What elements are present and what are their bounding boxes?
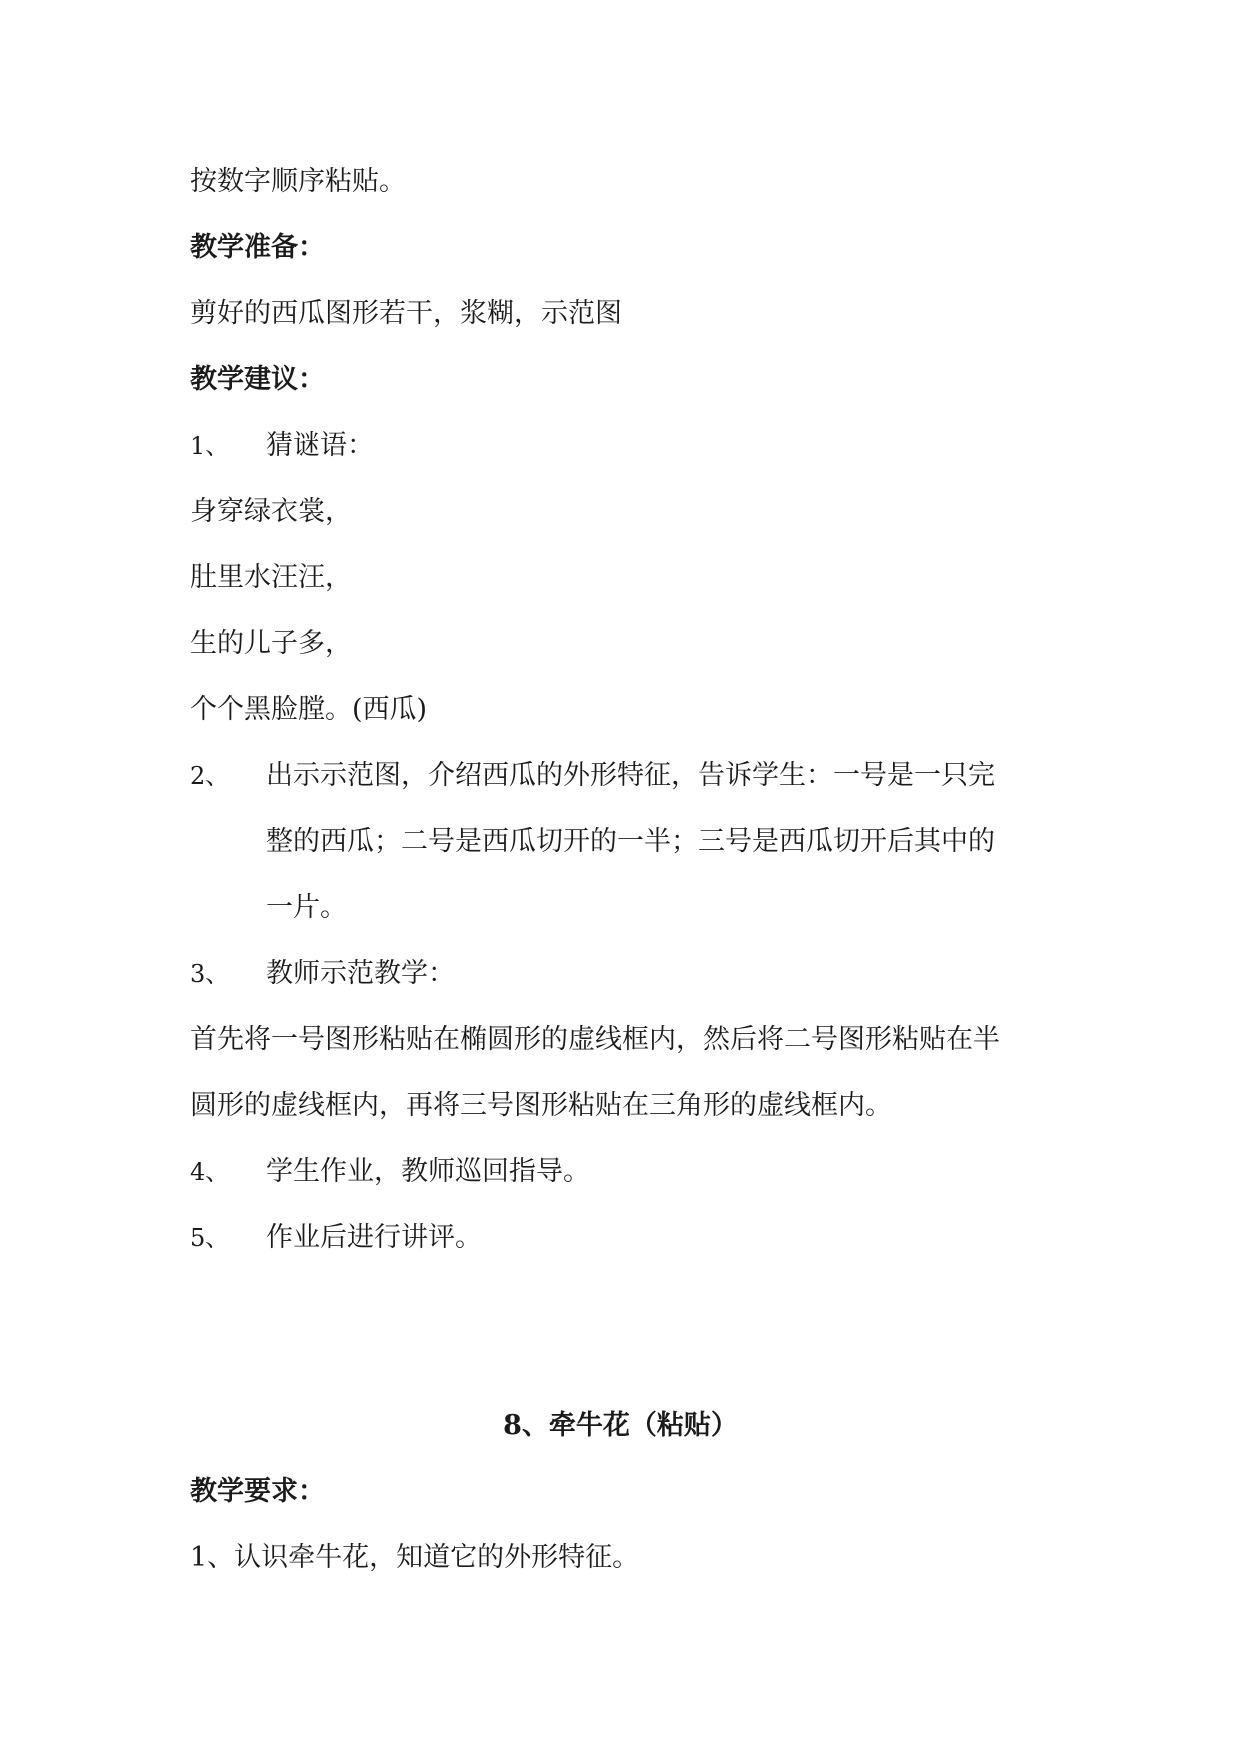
step-4-number: 4、 [190, 1158, 230, 1186]
step-3-text: 教师示范教学： [266, 958, 455, 989]
step-4-text: 学生作业，教师巡回指导。 [266, 1156, 590, 1187]
riddle-line-1: 身穿绿衣裳， [190, 496, 352, 527]
requirement-1: 1、认识牵牛花，知道它的外形特征。 [190, 1542, 640, 1573]
riddle-line-2: 肚里水汪汪， [190, 562, 352, 593]
step-2-line-2: 整的西瓜；二号是西瓜切开的一半；三号是西瓜切开后其中的 [266, 826, 995, 857]
step-2-line-3: 一片。 [266, 892, 347, 923]
lesson-8-title: 8、牵牛花（粘贴） [503, 1410, 738, 1441]
step-5-number: 5、 [190, 1224, 230, 1252]
requirements-heading: 教学要求： [190, 1476, 325, 1507]
prep-text: 剪好的西瓜图形若干，浆糊，示范图 [190, 298, 622, 329]
intro-line: 按数字顺序粘贴。 [190, 166, 406, 197]
prep-heading: 教学准备： [190, 232, 325, 263]
step-1-text: 猜谜语： [266, 430, 374, 461]
advice-heading: 教学建议： [190, 364, 325, 395]
step-2-number: 2、 [190, 762, 230, 790]
step-5-text: 作业后进行讲评。 [266, 1222, 482, 1253]
step-3-detail-line-2: 圆形的虚线框内，再将三号图形粘贴在三角形的虚线框内。 [190, 1090, 892, 1121]
step-1-number: 1、 [190, 432, 230, 460]
step-2-line-1: 出示示范图，介绍西瓜的外形特征，告诉学生：一号是一只完 [266, 760, 995, 791]
step-3-detail-line-1: 首先将一号图形粘贴在椭圆形的虚线框内，然后将二号图形粘贴在半 [190, 1024, 1000, 1055]
riddle-line-3: 生的儿子多， [190, 628, 352, 659]
riddle-line-4: 个个黑脸膛。(西瓜) [190, 694, 428, 725]
step-3-number: 3、 [190, 960, 230, 988]
